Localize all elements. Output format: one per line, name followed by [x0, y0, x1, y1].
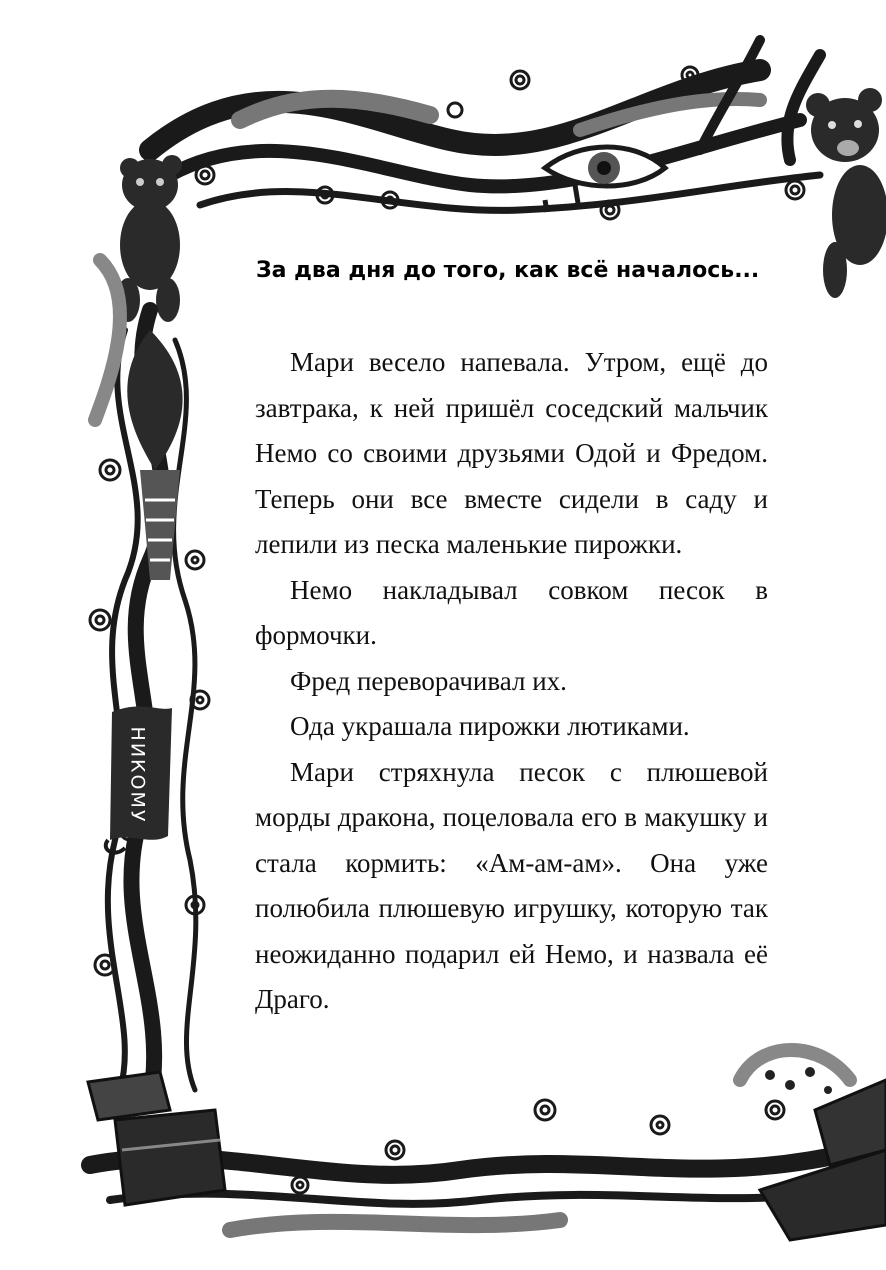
scroll-banner-label	[109, 720, 165, 830]
paragraph: Ода украшала пирожки лютиками.	[290, 711, 690, 741]
paragraph: Мари стряхнула песок с плюшевой морды дракона, поцеловала его в макушку и стала кормить: «Ам-ам-ам». Она уже полюбила плюшевую игрушку, которую так неожиданно подарил ей Немо, и назвала её Драго.	[255, 756, 768, 1014]
teddy-bear-icon	[116, 155, 182, 322]
chapter-heading: За два дня до того, как всё началось...	[256, 258, 760, 283]
story-text	[255, 340, 768, 1023]
teddy-bear-icon	[806, 88, 886, 298]
paragraph: Немо накладывал совком песок в формочки.	[255, 574, 768, 650]
top-vine-band	[150, 40, 820, 210]
paragraph: Фред переворачивал их.	[290, 665, 567, 696]
scroll-banner-text: НИКОМУ	[126, 726, 149, 824]
paragraph: Мари весело напевала. Утром, ещё до завтрака, к ней пришёл соседский мальчик Немо со своими друзьями Одой и Фредом. Теперь они все вместе сидели в саду и лепили из песка маленькие пирожки.	[255, 347, 768, 559]
treasure-chest-icon	[88, 1072, 225, 1205]
